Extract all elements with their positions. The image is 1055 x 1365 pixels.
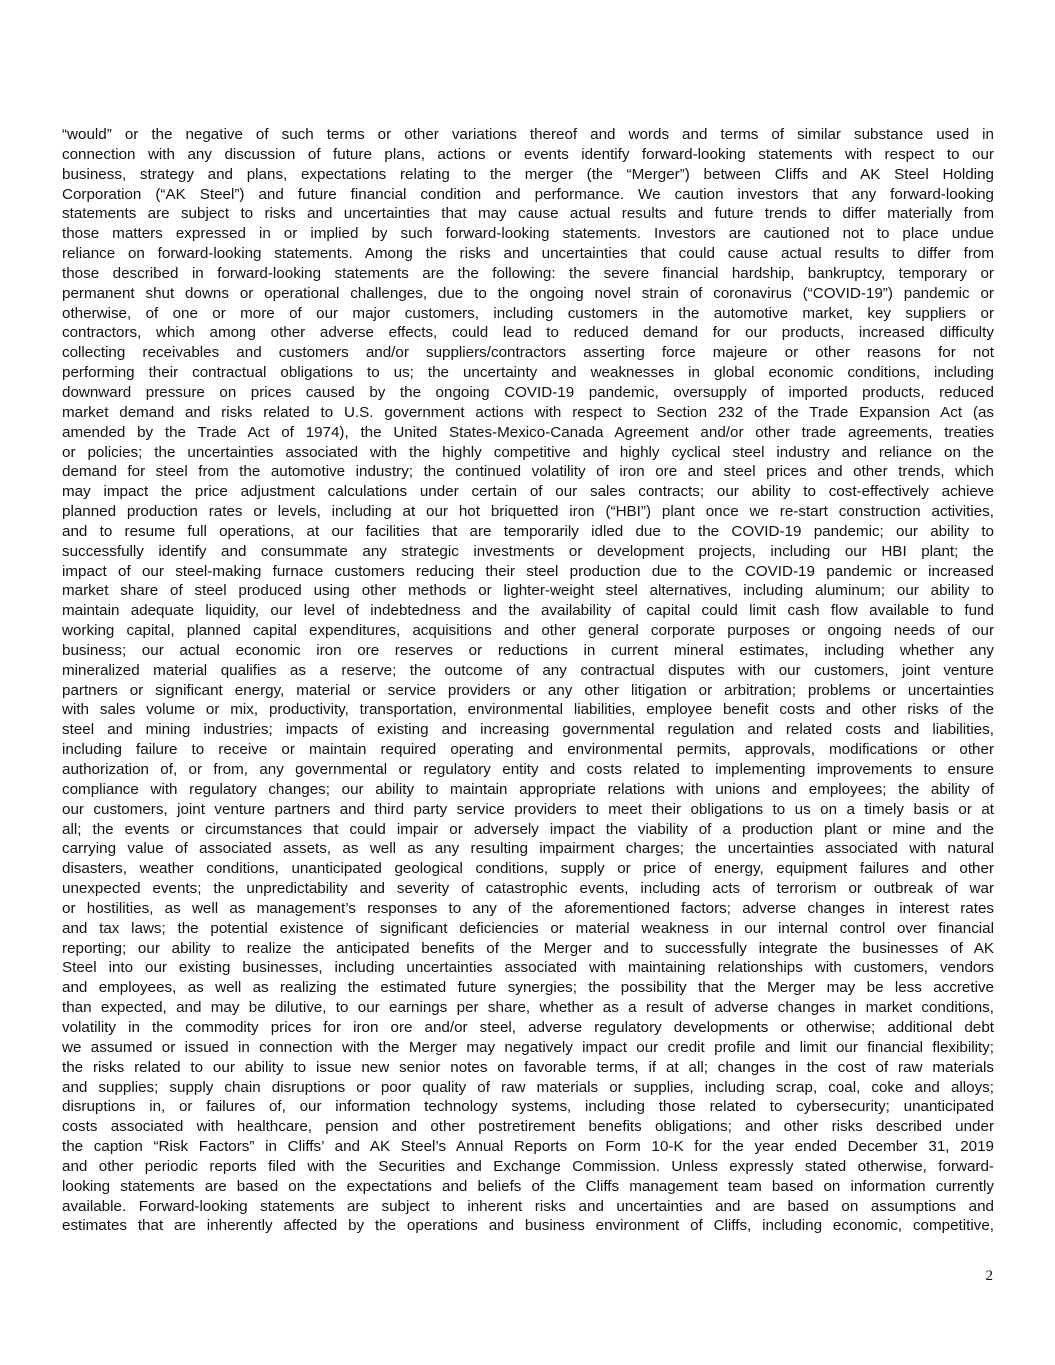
text-line: we assumed or issued in connection with the Merger may negatively impact our credit profile and limit our financial flexibility; [62,1038,994,1056]
text-line: reliance on forward-looking statements. Among the risks and uncertainties that could cause actual results to differ from [62,245,994,263]
text-line: with sales volume or mix, productivity, transportation, environmental liabilities, employee benefit costs and other risks of the [62,701,994,719]
text-line: and supplies; supply chain disruptions or poor quality of raw materials or supplies, including scrap, coal, coke and alloys; [62,1078,994,1096]
text-line: impact of our steel-making furnace customers reducing their steel production due to the COVID-19 pandemic or increased [62,562,994,580]
text-line: Corporation (“AK Steel”) and future financial condition and performance. We caution investors that any forward-looking [62,185,994,203]
text-line: costs associated with healthcare, pension and other postretirement benefits obligations; and other risks described under [62,1118,994,1136]
text-line: “would” or the negative of such terms or other variations thereof and words and terms of similar substance used in [62,126,994,143]
text-line: demand for steel from the automotive industry; the continued volatility of iron ore and steel prices and other trends, which [62,463,994,481]
text-line: disruptions in, or failures of, our information technology systems, including those related to cybersecurity; unanticipated [62,1098,994,1116]
text-line: those described in forward-looking statements are the following: the severe financial hardship, bankruptcy, temporary or [62,264,994,282]
text-line: connection with any discussion of future plans, actions or events identify forward-looking statements with respect to our [62,145,994,163]
text-line: and other periodic reports filed with the Securities and Exchange Commission. Unless expressly stated otherwise, forward- [62,1157,994,1175]
text-line: carrying value of associated assets, as well as any resulting impairment charges; the uncertainties associated with natural [62,840,994,858]
text-line: authorization of, or from, any governmental or regulatory entity and costs related to implementing improvements to ensure [62,761,994,778]
text-line: maintain adequate liquidity, our level of indebtedness and the availability of capital could limit cash flow available to fund [62,602,994,620]
text-line: volatility in the commodity prices for iron ore and/or steel, adverse regulatory developments or otherwise; additional debt [62,1018,994,1036]
text-line: or policies; the uncertainties associated with the highly competitive and highly cyclical steel industry and reliance on the [62,443,994,461]
text-line: and employees, as well as realizing the estimated future synergies; the possibility that the Merger may be less accretive [62,979,994,997]
text-line: those matters expressed in or implied by such forward-looking statements. Investors are cautioned not to place undue [62,225,994,243]
text-line: business, strategy and plans, expectations relating to the merger (the “Merger”) between Cliffs and AK Steel Holding [62,165,994,183]
text-line: Steel into our existing businesses, including uncertainties associated with maintaining relationships with customers, vendors [62,959,994,977]
text-line: contractors, which among other adverse effects, could lead to reduced demand for our products, increased difficulty [62,324,994,342]
text-line: amended by the Trade Act of 1974), the United States-Mexico-Canada Agreement and/or other trade agreements, treaties [62,423,994,441]
text-line: reporting; our ability to realize the anticipated benefits of the Merger and to successfully integrate the businesses of AK [62,939,994,957]
page-number: 2 [985,1268,993,1284]
text-line: the risks related to our ability to issue new senior notes on favorable terms, if at all; changes in the cost of raw materials [62,1058,994,1076]
text-line: available. Forward-looking statements are subject to inherent risks and uncertainties and are based on assumptions and [62,1197,994,1215]
text-line: or hostilities, as well as management’s responses to any of the aforementioned factors; adverse changes in interest rates [62,899,994,917]
text-line: our customers, joint venture partners and third party service providers to meet their obligations to us on a timely basis or at [62,800,994,818]
text-line: disasters, weather conditions, unanticipated geological conditions, supply or price of energy, equipment failures and other [62,860,994,878]
text-line: compliance with regulatory changes; our ability to maintain appropriate relations with unions and employees; the ability of [62,780,994,798]
text-line: estimates that are inherently affected by the operations and business environment of Cliffs, including economic, competitive, [62,1217,994,1235]
text-line: unexpected events; the unpredictability and severity of catastrophic events, including acts of terrorism or outbreak of war [62,880,994,898]
text-line: all; the events or circumstances that could impair or adversely impact the viability of a production plant or mine and the [62,820,994,838]
text-line: than expected, and may be dilutive, to our earnings per share, whether as a result of adverse changes in market conditions, [62,999,994,1017]
text-line: collecting receivables and customers and/or suppliers/contractors asserting force majeure or other reasons for not [62,344,994,362]
text-line: mineralized material qualifies as a reserve; the outcome of any contractual disputes with our customers, joint venture [62,661,994,679]
text-line: and tax laws; the potential existence of significant deficiencies or material weakness in our internal control over financial [62,919,994,937]
text-line: performing their contractual obligations to us; the uncertainty and weaknesses in global economic conditions, including [62,364,994,382]
text-line: downward pressure on prices caused by the ongoing COVID-19 pandemic, oversupply of imported products, reduced [62,383,994,401]
text-line: partners or significant energy, material or service providers or any other litigation or arbitration; problems or uncertainties [62,681,994,699]
text-line: permanent shut downs or operational challenges, due to the ongoing novel strain of coronavirus (“COVID-19”) pandemic or [62,284,994,302]
text-line: market share of steel produced using other methods or lighter-weight steel alternatives, including aluminum; our ability to [62,582,994,600]
text-line: steel and mining industries; impacts of existing and increasing governmental regulation and related costs and liabilities, [62,721,994,739]
text-line: successfully identify and consummate any strategic investments or development projects, including our HBI plant; the [62,542,994,560]
body-paragraph [62,125,994,1236]
text-line: statements are subject to risks and uncertainties that may cause actual results and future trends to differ materially from [62,205,994,223]
text-line: may impact the price adjustment calculations under certain of our sales contracts; our ability to cost-effectively achieve [62,483,994,501]
text-line: market demand and risks related to U.S. government actions with respect to Section 232 of the Trade Expansion Act (as [62,403,994,421]
text-line: including failure to receive or maintain required operating and environmental permits, approvals, modifications or other [62,741,994,759]
text-line: looking statements are based on the expectations and beliefs of the Cliffs management team based on information currently [62,1177,994,1195]
text-line: business; our actual economic iron ore reserves or reductions in current mineral estimates, including whether any [62,641,994,659]
text-line: working capital, planned capital expenditures, acquisitions and other general corporate purposes or ongoing needs of our [62,622,994,640]
text-line: and to resume full operations, at our facilities that are temporarily idled due to the COVID-19 pandemic; our ability to [62,522,994,540]
text-line: the caption “Risk Factors” in Cliffs’ and AK Steel’s Annual Reports on Form 10-K for the year ended December 31, 2019 [62,1138,994,1156]
text-line: planned production rates or levels, including at our hot briquetted iron (“HBI”) plant once we re-start construction activities, [62,503,994,521]
text-line: otherwise, of one or more of our major customers, including customers in the automotive market, key suppliers or [62,304,994,322]
